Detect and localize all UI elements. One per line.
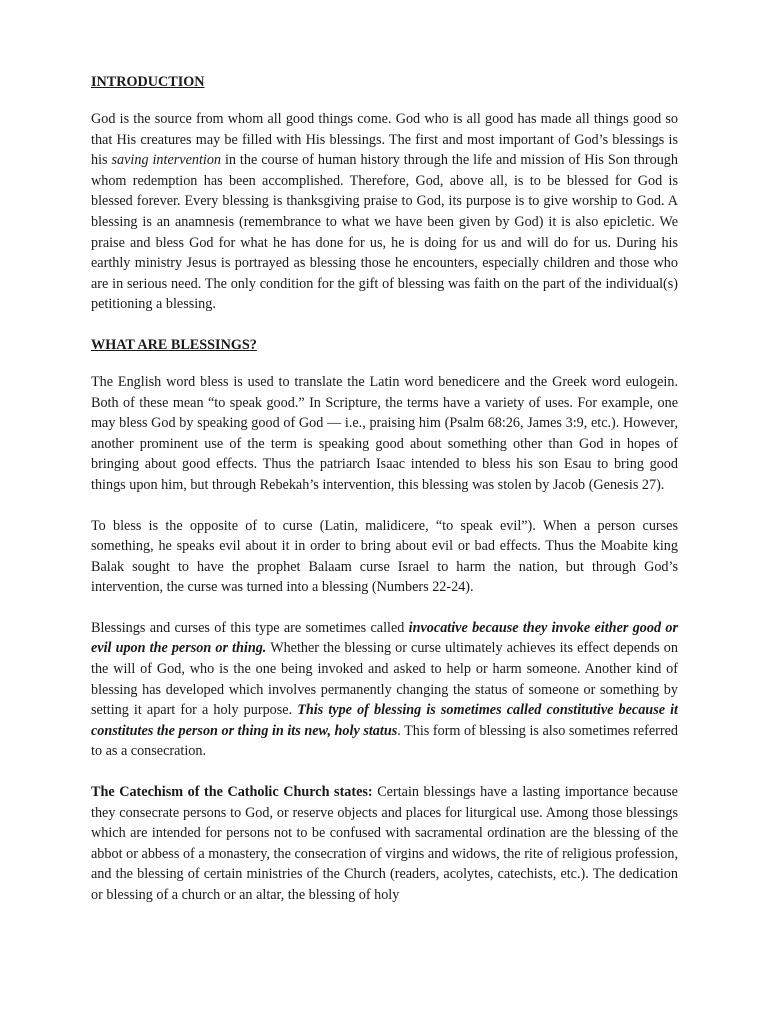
catechism-text: Certain blessings have a lasting importance because they consecrate persons to God, or reserve objects and places for liturgical use. Among those blessings which are intended for persons not to be confused with sacramental ordination are the blessing of the abbot or abbess of a monastery, the consecration of virgins and widows, the rite of religious profession, and the blessing of certain ministries of the Church (readers, acolytes, catechists, etc.). The dedication or blessing of a church or an altar, the blessing of holy bbox=[91, 784, 678, 903]
intro-text-part-2: in the course of human history through the life and mission of His Son through whom redemption has been accomplished. Therefore, God, above all, is to be blessed for God is blessed forever. Every blessing is thanksgiving praise to God, its purpose is to give worship to God. A blessing is an anamnesis (remembrance to what we have been given by God) it is also epicletic. We praise and bless God for what he has done for us, he is doing for us and will do for us. During his earthly ministry Jesus is portrayed as blessing those he encounters, especially children and those who are in serious need. The only condition for the gift of blessing was faith on the part of the individual(s) petitioning a blessing. bbox=[91, 152, 678, 313]
invocative-paragraph bbox=[91, 618, 678, 762]
invocative-bold-italic-1: invocative because they invoke either good or evil upon the person or thing. bbox=[91, 619, 678, 657]
what-heading-mark: ? bbox=[249, 336, 257, 353]
invocative-text-part-3: . This form of blessing is also sometimes referred to as a consecration. bbox=[91, 722, 678, 760]
intro-text-part-1: God is the source from whom all good things come. God who is all good has made all things good so that His creatures may be filled with His blessings. The first and most important of God’s blessings is his bbox=[91, 111, 678, 169]
what-heading-text: WHAT ARE BLESSINGS bbox=[91, 336, 250, 353]
invocative-text-part-2: Whether the blessing or curse ultimately achieves its effect depends on the will of God, who is the one being invoked and asked to help or harm someone. Another kind of blessing has developed which involves permanently changing the status of someone or something by setting it apart for a holy purpose. bbox=[91, 640, 678, 719]
invocative-bold-italic-2: This type of blessing is sometimes called constitutive because it constitutes the person or thing in its new, holy status bbox=[91, 702, 678, 739]
introduction-paragraph bbox=[91, 109, 678, 315]
what-are-blessings-heading bbox=[91, 335, 678, 355]
catechism-lead: The Catechism of the Catholic Church states: bbox=[91, 784, 373, 801]
invocative-text-part-1: Blessings and curses of this type are sometimes called bbox=[91, 619, 409, 636]
catechism-paragraph bbox=[91, 782, 678, 906]
introduction-heading: INTRODUCTION bbox=[91, 74, 205, 90]
curse-paragraph: To bless is the opposite of to curse (Latin, malidicere, “to speak evil”). When a person curses something, he speaks evil about it in order to bring about evil or bad effects. Thus the Moabite king Balak sought to have the prophet Balaam curse Israel to harm the nation, but through God’s intervention, the curse was turned into a blessing (Numbers 22-24). bbox=[91, 517, 678, 596]
bless-definition-paragraph: The English word bless is used to translate the Latin word benedicere and the Greek word eulogein. Both of these mean “to speak good.” In Scripture, the terms have a variety of uses. For example, one may bless God by speaking good of God — i.e., praising him (Psalm 68:26, James 3:9, etc.). However, another prominent use of the term is speaking good about something other than God in hopes of bringing about good effects. Thus the patriarch Isaac intended to bless his son Esau to bring good things upon him, but through Rebekah’s intervention, this blessing was stolen by Jacob (Genesis 27). bbox=[91, 373, 678, 493]
intro-italic-phrase: saving intervention bbox=[111, 152, 222, 169]
